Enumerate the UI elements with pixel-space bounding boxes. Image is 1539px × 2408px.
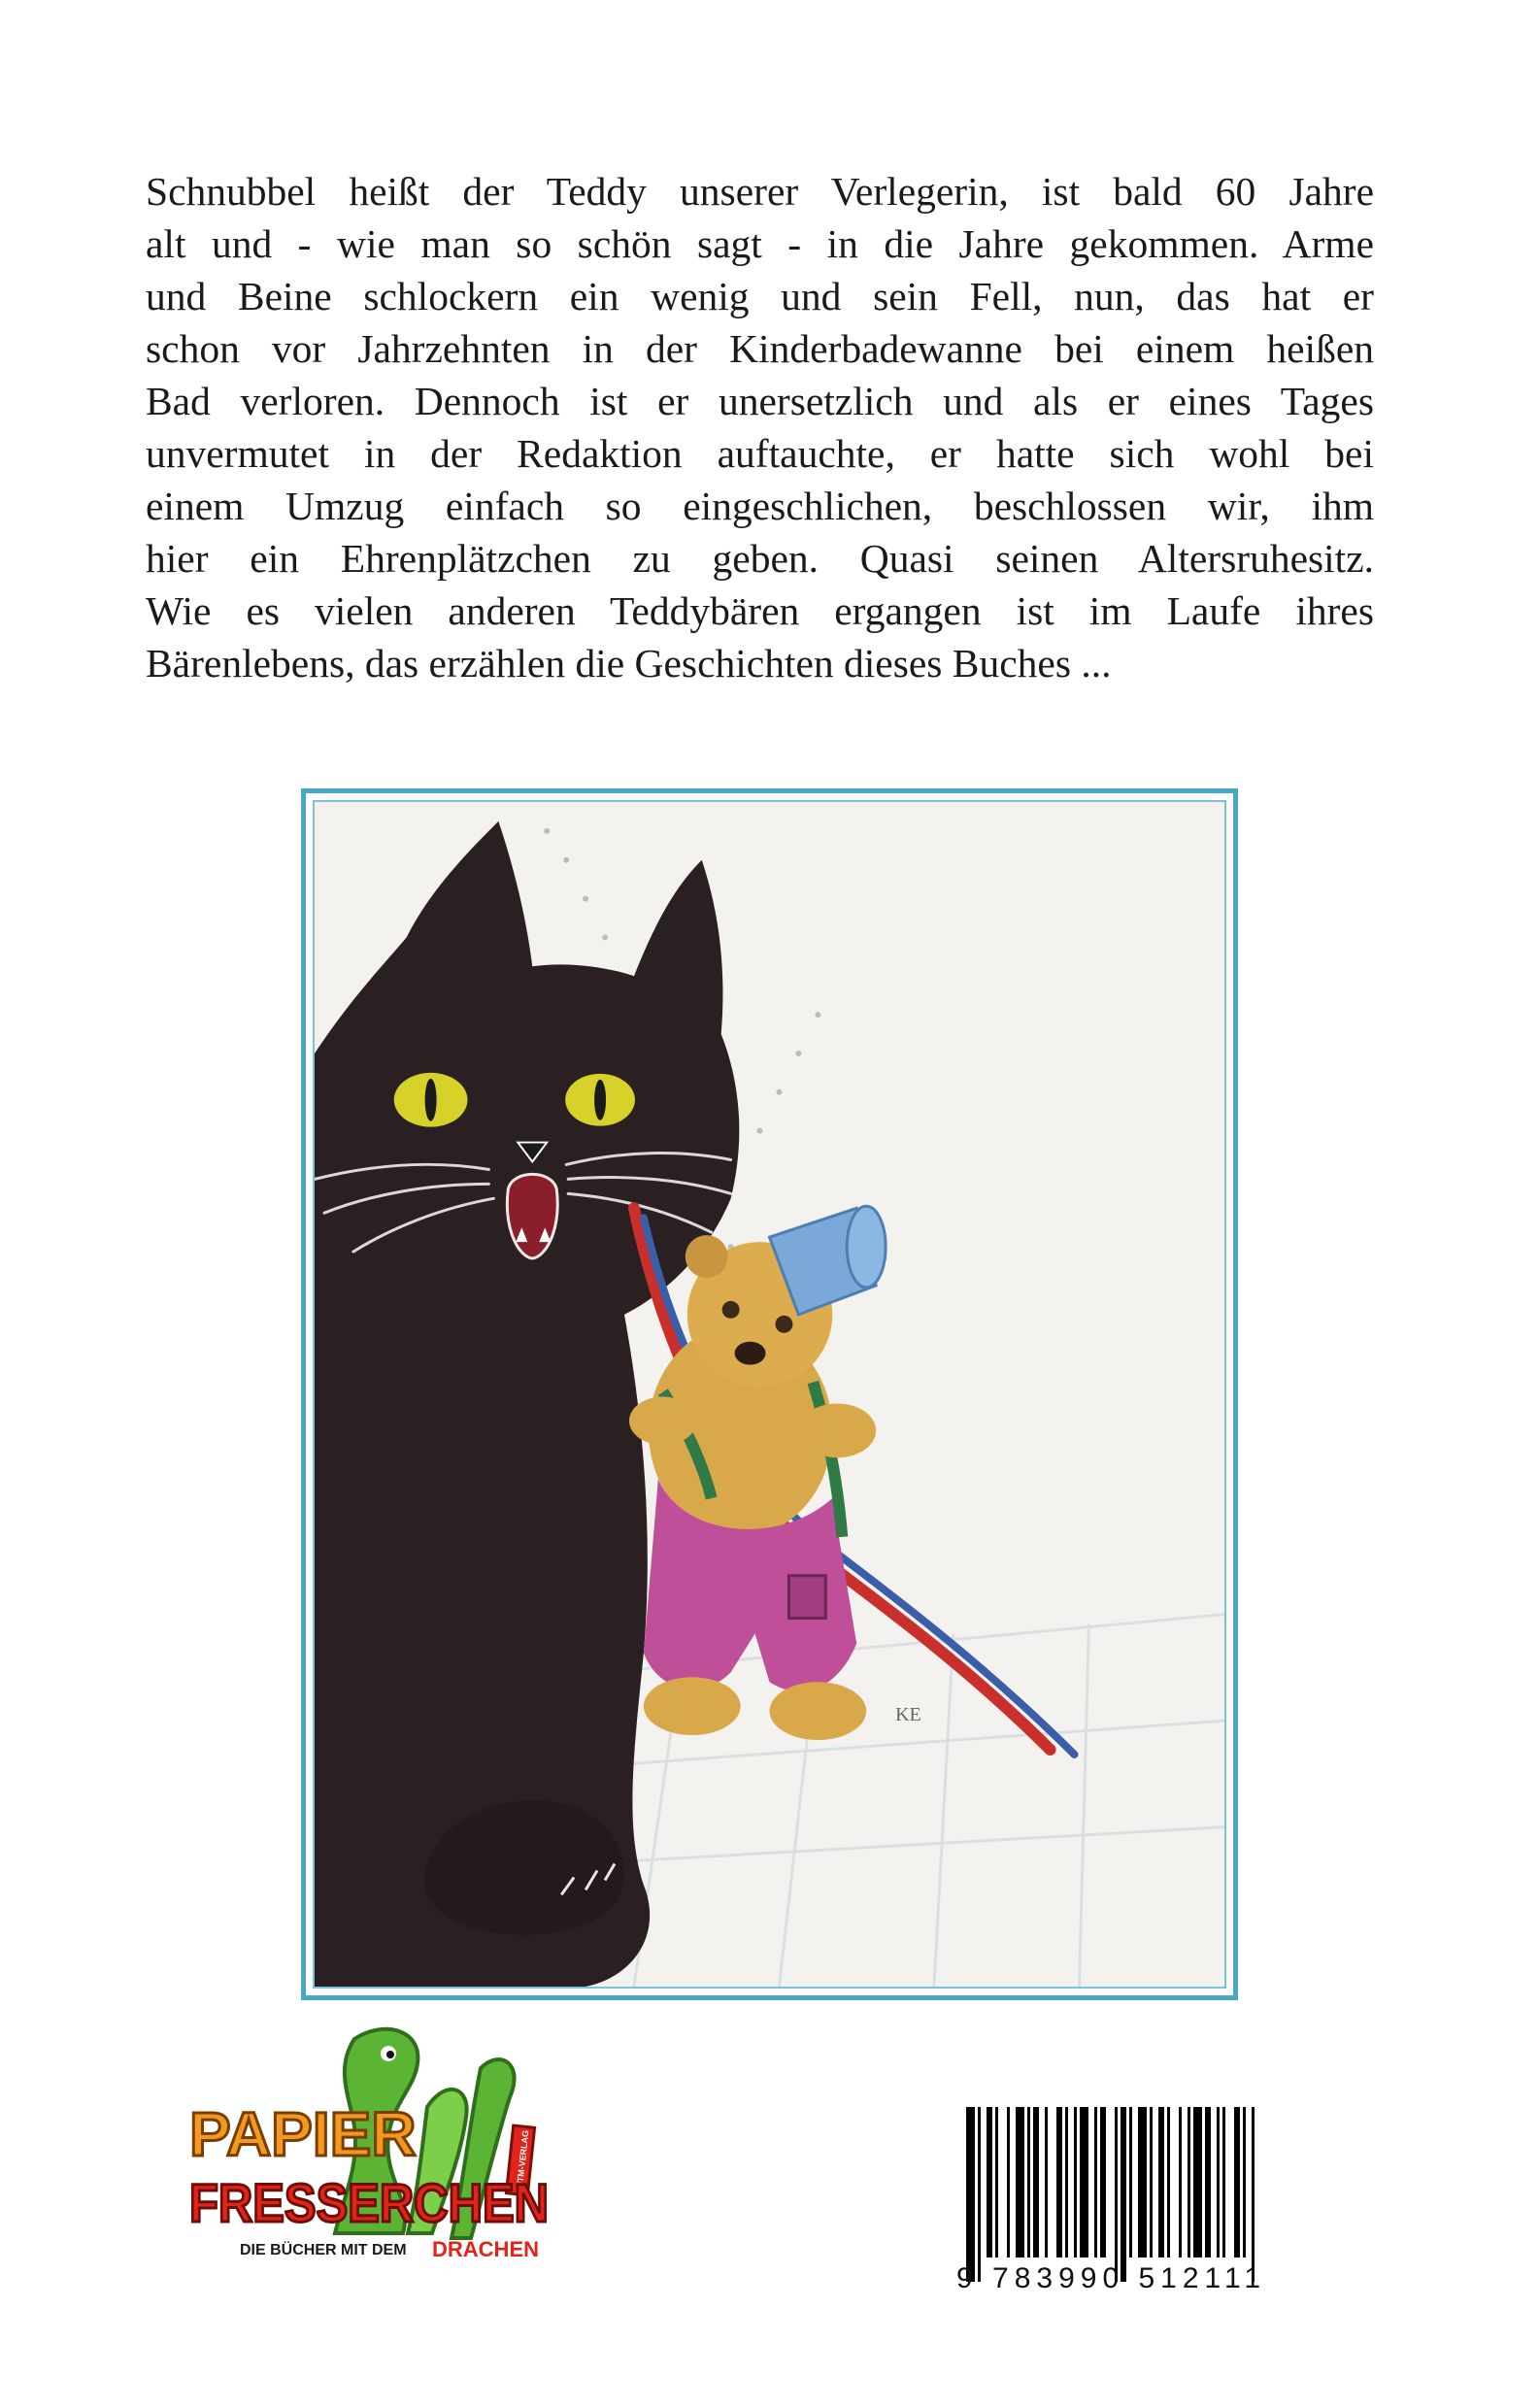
- barcode-bar: [1033, 2107, 1039, 2258]
- blurb-line: alt und - wie man so schön sagt - in die Jahre gekommen. Arme: [146, 221, 1374, 266]
- logo-line2: FRESSERCHEN: [189, 2172, 549, 2233]
- barcode-bar: [1007, 2107, 1010, 2258]
- barcode-bar: [1167, 2107, 1170, 2258]
- barcode-bar: [1121, 2107, 1126, 2282]
- barcode-bar: [1138, 2107, 1147, 2258]
- barcode-bar: [1045, 2107, 1048, 2258]
- barcode-bar: [1065, 2107, 1068, 2258]
- cat-and-teddy-illustration: [315, 802, 1224, 1987]
- blurb-line: Schnubbel heißt der Teddy unserer Verlegerin, ist bald 60 Jahre: [146, 169, 1374, 214]
- blurb-line: schon vor Jahrzehnten in der Kinderbadewanne bei einem heißen: [146, 326, 1374, 371]
- blurb-line: Wie es vielen anderen Teddybären ergangen ist im Laufe ihres: [146, 588, 1374, 633]
- barcode-bar: [1252, 2107, 1255, 2282]
- illustration: [313, 800, 1226, 1989]
- blurb-line: und Beine schlockern ein wenig und sein Fell, nun, das hat er: [146, 274, 1374, 318]
- barcode-bar: [1217, 2107, 1220, 2258]
- barcode-bar: [995, 2107, 998, 2258]
- barcode-bar: [1158, 2107, 1164, 2258]
- isbn-digits: 9 783990 512111: [956, 2262, 1267, 2294]
- logo-tagline-prefix: DIE BÜCHER MIT DEM: [240, 2242, 407, 2258]
- barcode-bar: [1179, 2107, 1182, 2258]
- barcode-bar: [1056, 2107, 1062, 2258]
- blurb-line: Bad verloren. Dennoch ist er unersetzlich und als er eines Tages: [146, 379, 1374, 423]
- illustration-frame: [301, 788, 1238, 2000]
- blurb-text: [146, 165, 1374, 689]
- dragon-logo-icon: [189, 2010, 568, 2291]
- barcode-bar: [987, 2107, 992, 2258]
- barcode-bar: [1243, 2107, 1246, 2258]
- logo-side-tag: MTM-VERLAG: [515, 2129, 531, 2191]
- barcode-bar: [1016, 2107, 1024, 2258]
- barcode-bar: [1222, 2107, 1225, 2258]
- barcode-bar: [1080, 2107, 1088, 2258]
- barcode-bar: [1193, 2107, 1202, 2258]
- blurb-line: einem Umzug einfach so eingeschlichen, beschlossen wir, ihm: [146, 484, 1374, 528]
- blurb-line: Bärenlebens, das erzählen die Geschichten dieses Buches ...: [146, 641, 1112, 686]
- publisher-logo: [189, 2010, 568, 2291]
- barcode-bar: [1234, 2107, 1240, 2258]
- barcode-bar: [978, 2107, 981, 2282]
- barcode-bar: [1094, 2107, 1097, 2258]
- blurb-line: unvermutet in der Redaktion auftauchte, er hatte sich wohl bei: [146, 431, 1374, 476]
- barcode-bar: [1027, 2107, 1030, 2258]
- barcode-bar: [1115, 2107, 1118, 2282]
- barcode-bar: [966, 2107, 975, 2282]
- blurb-line: hier ein Ehrenplätzchen zu geben. Quasi seinen Altersruhesitz.: [146, 536, 1374, 581]
- barcode-bar: [1129, 2107, 1132, 2258]
- barcode-bar: [1188, 2107, 1190, 2258]
- barcode-bar: [1150, 2107, 1153, 2258]
- barcode-bar: [1205, 2107, 1211, 2258]
- barcode-bar: [1100, 2107, 1106, 2258]
- logo-tagline-accent: DRACHEN: [432, 2237, 539, 2261]
- illustration-signature: KE: [895, 1704, 921, 1726]
- barcode-bar: [1074, 2107, 1077, 2258]
- logo-line1: PAPIER: [189, 2099, 417, 2169]
